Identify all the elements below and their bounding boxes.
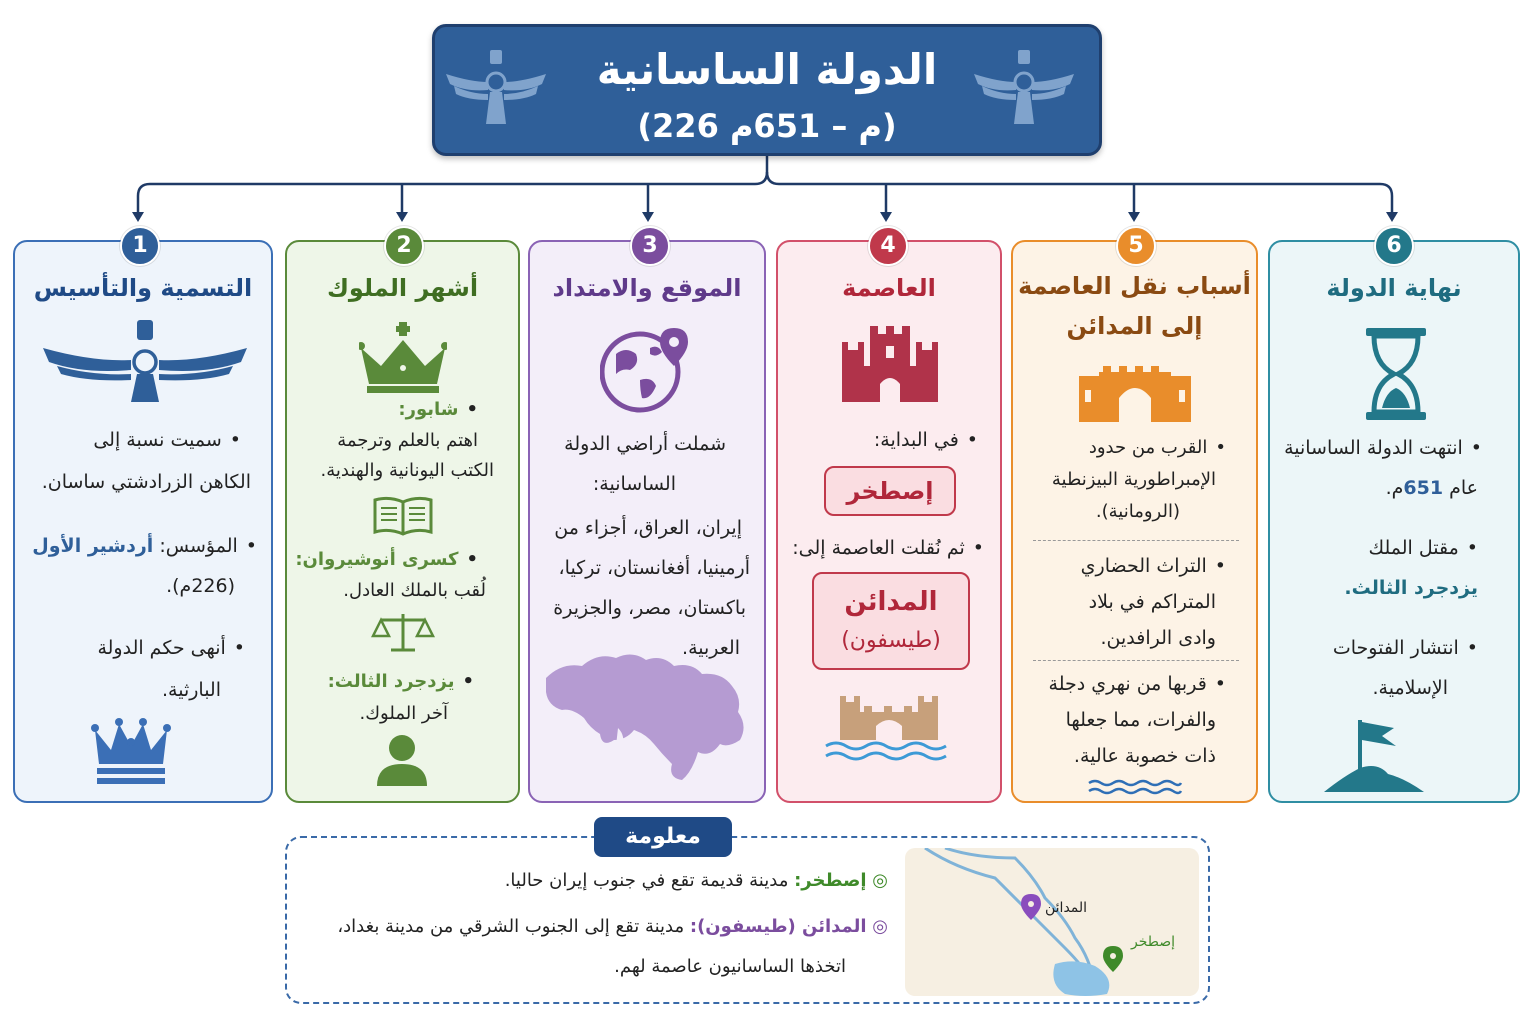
reason-text: • التراث الحضاري xyxy=(1081,548,1226,584)
card-title: التسمية والتأسيس xyxy=(33,274,253,302)
king-name: • كسرى أنوشيروان: xyxy=(295,544,478,576)
card-number-badge: 5 xyxy=(1116,226,1156,266)
info-item-desc: مدينة تقع إلى الجنوب الشرقي من مدينة بغداد، xyxy=(337,916,685,937)
card-title: أشهر الملوك xyxy=(326,274,479,302)
info-item-desc-cont: اتخذها الساسانيون عاصمة لهم. xyxy=(614,956,846,977)
location-text: العربية. xyxy=(682,637,740,659)
location-text: الساسانية: xyxy=(592,473,676,495)
reason-text: الإمبراطورية البيزنطية xyxy=(1051,469,1216,490)
reason-text: المتراكم في بلاد xyxy=(1088,591,1216,613)
bullet-text-cont: البارثية. xyxy=(161,679,221,701)
page-title: الدولة الساسانية xyxy=(596,45,938,94)
king-desc: آخر الملوك. xyxy=(359,703,448,724)
scales-icon xyxy=(371,610,435,654)
capital-then-label: • ثم نُقلت العاصمة إلى: xyxy=(792,528,984,568)
card-number-badge: 4 xyxy=(868,226,908,266)
info-label: معلومة xyxy=(594,817,732,857)
card-title-line2: إلى المدائن xyxy=(1066,312,1203,340)
map-label: المدائن xyxy=(1045,900,1088,916)
end-text: • مقتل الملك xyxy=(1368,528,1478,568)
last-king-name: يزدجرد الثالث. xyxy=(1344,577,1478,599)
end-year: 651 xyxy=(1403,477,1444,499)
end-text: • انتهت الدولة الساسانية xyxy=(1284,428,1482,468)
card-end-of-state xyxy=(1268,240,1520,803)
card-title xyxy=(1013,266,1256,346)
reason-text: • قربها من نهري دجلة xyxy=(1049,666,1226,702)
info-item-name: المدائن (طيسفون): xyxy=(689,916,867,937)
card-naming-founding xyxy=(13,240,273,803)
river-map xyxy=(905,848,1199,996)
hourglass-icon xyxy=(1364,328,1428,420)
flag-icon xyxy=(1324,716,1424,792)
king-desc: اهتم بالعلم وترجمة xyxy=(337,430,478,451)
location-text: باكستان، مصر، والجزيرة xyxy=(553,597,746,619)
faravahar-icon xyxy=(974,44,1074,134)
reason-text: ذات خصوبة عالية. xyxy=(1073,745,1216,767)
king-desc: لُقب بالملك العادل. xyxy=(343,580,486,601)
person-icon xyxy=(375,732,429,786)
reason-text: (الرومانية). xyxy=(1095,501,1180,522)
waves-icon xyxy=(1087,778,1183,796)
card-title: العاصمة xyxy=(842,274,936,302)
crown-icon xyxy=(359,322,447,394)
pin-icon: ◎ xyxy=(872,870,888,891)
map-label: إصطخر xyxy=(1131,934,1176,950)
capital-first-label: • في البداية: xyxy=(874,420,978,460)
faravahar-icon xyxy=(43,318,247,404)
bullet-text: • سميت نسبة إلى xyxy=(93,420,241,460)
info-item-istakhr xyxy=(505,870,888,891)
card-number-badge: 2 xyxy=(384,226,424,266)
capital-second-name: المدائن xyxy=(844,587,938,617)
reason-text: • القرب من حدود xyxy=(1089,432,1226,464)
divider xyxy=(1033,540,1239,541)
founder-date: (226م). xyxy=(166,575,235,597)
crown-icon xyxy=(91,716,171,786)
mini-map xyxy=(905,848,1199,996)
end-year-line: عام 651م. xyxy=(1385,477,1478,499)
capital-second-alt: (طيسفون) xyxy=(841,628,941,653)
bullet-text-cont: الكاهن الزرادشتي ساسان. xyxy=(41,471,251,493)
founder-line: • المؤسس: أردشير الأول xyxy=(32,526,257,566)
card-title: الموقع والامتداد xyxy=(552,274,742,302)
globe-pin-icon xyxy=(600,324,696,414)
river-fort-icon xyxy=(824,694,954,762)
end-text: • انتشار الفتوحات xyxy=(1333,628,1478,668)
location-text: إيران، العراق، أجزاء من xyxy=(554,517,742,539)
founder-name: أردشير الأول xyxy=(32,535,154,557)
end-text: الإسلامية. xyxy=(1372,677,1448,699)
king-name: • شابور: xyxy=(398,394,478,426)
divider xyxy=(1033,660,1239,661)
faravahar-icon xyxy=(446,44,546,134)
book-icon xyxy=(371,494,435,538)
card-title-line1: أسباب نقل العاصمة xyxy=(1018,272,1251,300)
card-number-badge: 3 xyxy=(630,226,670,266)
info-item-name: إصطخر: xyxy=(794,870,867,891)
king-name: • يزدجرد الثالث: xyxy=(328,666,474,698)
location-text: شملت أراضي الدولة xyxy=(564,433,726,455)
card-capital-move-reasons xyxy=(1011,240,1258,803)
location-text: أرمينيا، أفغانستان، تركيا، xyxy=(558,557,750,579)
reason-text: وادى الرافدين. xyxy=(1100,627,1216,649)
king-desc: الكتب اليونانية والهندية. xyxy=(320,460,494,481)
pin-icon: ◎ xyxy=(872,916,888,937)
castle-icon xyxy=(842,326,938,402)
card-number-badge: 6 xyxy=(1374,226,1414,266)
gate-icon xyxy=(1079,366,1191,422)
card-famous-kings xyxy=(285,240,520,803)
bullet-text: • أنهى حكم الدولة xyxy=(97,628,245,668)
card-capital xyxy=(776,240,1002,803)
reason-text: والفرات، مما جعلها xyxy=(1065,709,1216,731)
page-dates: (226 م – 651م) xyxy=(637,107,897,145)
info-item-ctesiphon xyxy=(337,916,888,937)
card-title: نهاية الدولة xyxy=(1326,274,1462,302)
info-item-desc: مدينة قديمة تقع في جنوب إيران حاليا. xyxy=(504,870,789,891)
capital-second-city xyxy=(812,572,970,670)
card-number-badge: 1 xyxy=(120,226,160,266)
capital-first-city: إصطخر xyxy=(824,466,956,516)
region-map-icon xyxy=(542,648,752,786)
card-location-extent xyxy=(528,240,766,803)
